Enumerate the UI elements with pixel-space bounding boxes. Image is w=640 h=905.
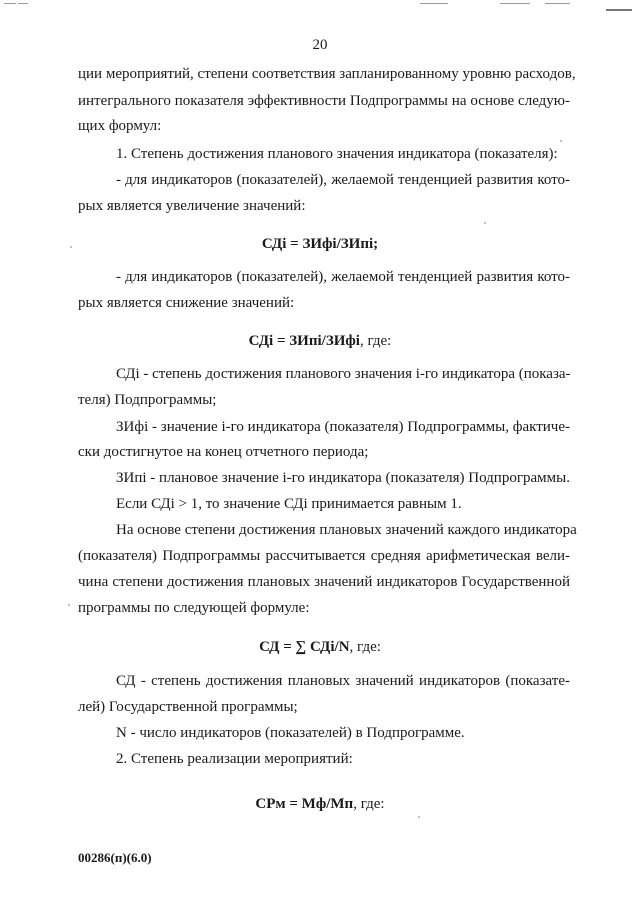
paragraph-line: 1. Степень достижения планового значения индикатора (показателя): [116, 146, 558, 162]
paragraph-line: ски достигнутое на конец отчетного периода; [78, 444, 369, 460]
scan-speck [418, 816, 420, 818]
formula-suffix: , где: [353, 796, 385, 812]
paragraph-line: щих формул: [78, 118, 162, 134]
paragraph-line: ции мероприятий, степени соответствия запланированному уровню расходов, [78, 66, 576, 82]
paragraph-line: (показателя) Подпрограммы рассчитывается средняя арифметическая вели- [78, 548, 570, 564]
paragraph-line: программы по следующей формуле: [78, 600, 310, 616]
paragraph-line: На основе степени достижения плановых значений каждого индикатора [116, 522, 577, 538]
formula-indicator-increase [0, 235, 640, 253]
paragraph-line: Если СДі > 1, то значение СДі принимается равным 1. [116, 496, 462, 512]
paragraph-line: 2. Степень реализации мероприятий: [116, 751, 353, 767]
paragraph-line: рых является снижение значений: [78, 295, 295, 311]
paragraph-line: интегрального показателя эффективности Подпрограммы на основе следую- [78, 93, 570, 109]
paragraph-line: - для индикаторов (показателей), желаемой тенденцией развития кото- [116, 269, 570, 285]
paragraph-line: ЗИфі - значение і-го индикатора (показателя) Подпрограммы, фактиче- [116, 419, 570, 435]
formula-text: СДі = ЗИфі/ЗИпі; [261, 236, 379, 252]
scan-mark [4, 3, 16, 4]
scan-mark [545, 3, 570, 4]
paragraph-line: СД - степень достижения плановых значений индикаторов (показате- [116, 673, 570, 689]
formula-text: СД = ∑ СДі/N [259, 639, 350, 655]
paragraph-line: СДі - степень достижения планового значения і-го индикатора (показа- [116, 366, 571, 382]
formula-text: СРм = Мф/Мп [255, 796, 354, 812]
scan-speck [560, 140, 562, 142]
paragraph-line: ЗИпі - плановое значение і-го индикатора (показателя) Подпрограммы. [116, 470, 570, 486]
scan-speck [484, 222, 486, 224]
scan-mark [420, 3, 448, 4]
paragraph-line: - для индикаторов (показателей), желаемой тенденцией развития кото- [116, 172, 570, 188]
paragraph-line: рых является увеличение значений: [78, 198, 306, 214]
paragraph-line: чина степени достижения плановых значений индикаторов Государственной [78, 574, 570, 590]
paragraph-line: теля) Подпрограммы; [78, 392, 217, 408]
page-number: 20 [312, 37, 328, 53]
paragraph-line: лей) Государственной программы; [78, 699, 298, 715]
paragraph-line: N - число индикаторов (показателей) в Подпрограмме. [116, 725, 465, 741]
formula-indicator-decrease [0, 332, 640, 350]
formula-average-achievement [0, 638, 640, 656]
document-code: 00286(п)(6.0) [78, 850, 152, 865]
formula-measures-implementation [0, 795, 640, 813]
scan-mark [606, 9, 632, 11]
formula-suffix: , где: [349, 639, 381, 655]
scan-mark [18, 3, 28, 4]
scan-mark [500, 3, 530, 4]
formula-suffix: , где: [359, 333, 392, 349]
formula-text: СДі = ЗИпі/ЗИфі [248, 333, 360, 349]
scan-speck [68, 604, 70, 606]
